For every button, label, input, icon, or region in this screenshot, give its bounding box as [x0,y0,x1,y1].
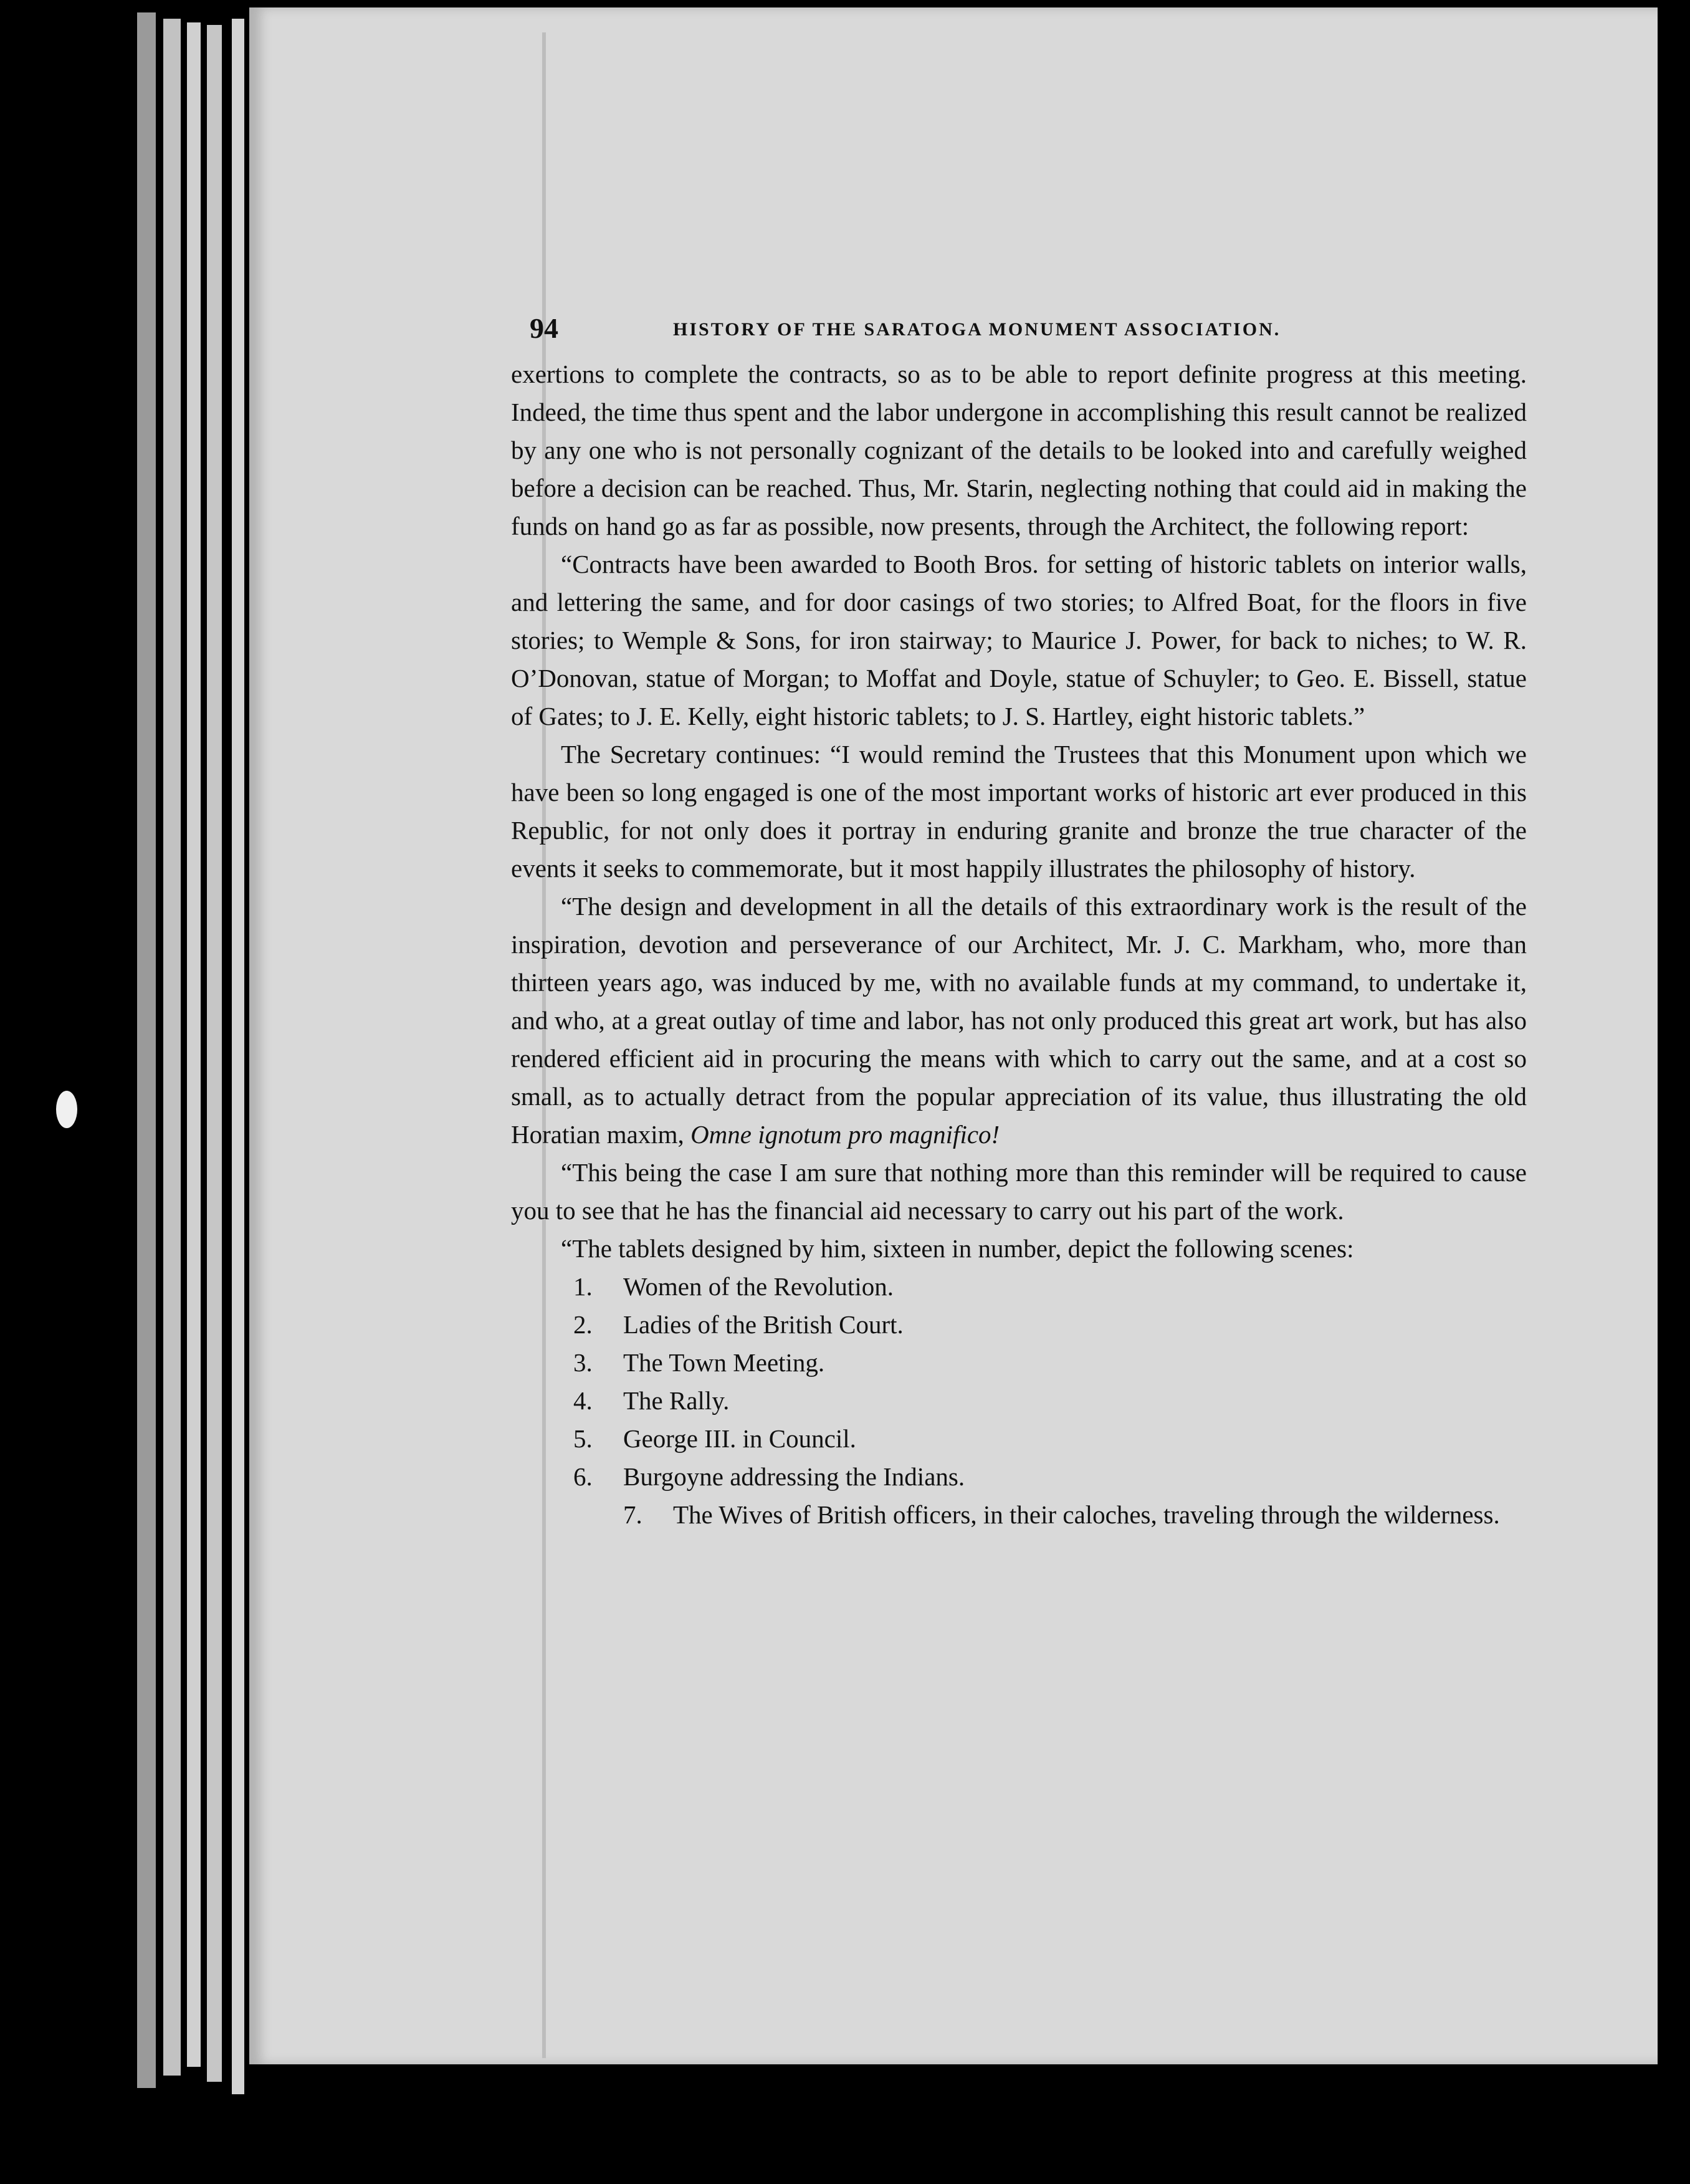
list-number: 4. [573,1386,593,1415]
list-number: 2. [573,1310,593,1339]
list-text: Women of the Revolution. [623,1272,894,1301]
list-number: 5. [573,1424,593,1453]
list-item [511,1306,1527,1344]
paragraph: “The tablets designed by him, sixteen in number, depict the following scenes: [561,1234,1354,1263]
page-content [511,312,1527,1534]
paragraph: “Contracts have been awarded to Booth Bros. for setting of historic tablets on interior walls, and lettering the same, and for door casings of two stories; to Alfred Boat, for the floors in five stories; to Wemple & Sons, for iron stairway; to Maurice J. Power, for back to niches; to W. R. O’Donovan, statue of Morgan; to Moffat and Doyle, statue of Schuyler; to Geo. E. Bissell, statue of Gates; to J. E. Kelly, eight historic tablets; to J. S. Hartley, eight historic tablets.” [511,550,1527,730]
page-edge [207,25,222,2082]
list-text: The Wives of British officers, in their caloches, traveling through the wilderness. [673,1500,1500,1529]
scene-list [511,1268,1527,1534]
list-item [511,1382,1527,1420]
list-text: George III. in Council. [623,1424,856,1453]
paragraph: The Secretary continues: “I would remind the Trustees that this Monument upon which we have been so long engaged is one of the most important works of historic art ever produced in this Republic, for not only does it portray in enduring granite and bronze the true character of the events it seeks to commemorate, but it most happily illustrates the philosophy of history. [511,740,1527,883]
list-text: The Town Meeting. [623,1348,825,1377]
paper-blemish [56,1091,77,1128]
running-title: HISTORY OF THE SARATOGA MONUMENT ASSOCIATION. [673,319,1281,340]
list-item [511,1268,1527,1306]
list-number: 1. [573,1272,593,1301]
body-text [511,355,1527,1534]
page-number: 94 [530,312,558,344]
paragraph: “This being the case I am sure that nothing more than this reminder will be required to cause you to see that he has the financial aid necessary to carry out his part of the work. [511,1158,1527,1225]
page-edge [232,19,244,2094]
list-item [511,1344,1527,1382]
list-item [511,1496,1527,1534]
page-edge [187,22,201,2067]
list-text: The Rally. [623,1386,730,1415]
page-edge [163,19,181,2076]
latin-maxim: Omne ignotum pro magnifico! [690,1120,1000,1149]
page-edge [137,12,156,2088]
paragraph: exertions to complete the contracts, so as to be able to report definite progress at this meeting. Indeed, the time thus spent and the labor undergone in accomplishing this result cannot be realized by any one who is not personally cognizant of the details to be looked into and carefully weighed before a decision can be reached. Thus, Mr. Starin, neglecting nothing that could aid in making the funds on hand go as far as possible, now presents, through the Architect, the following report: [511,360,1527,540]
list-text: Burgoyne addressing the Indians. [623,1462,965,1491]
list-number: 6. [573,1462,593,1491]
list-text: Ladies of the British Court. [623,1310,904,1339]
paragraph-text: “The design and development in all the details of this extraordinary work is the result of the inspiration, devotion and perseverance of our Architect, Mr. J. C. Markham, who, more than thirteen years ago, was induced by me, with no available funds at my command, to undertake it, and who, at a great outlay of time and labor, has not only produced this great art work, but has also rendered efficient aid in procuring the means with which to carry out the same, and at a cost so small, as to actually detract from the popular appreciation of its value, thus illustrating the old Horatian maxim, [511,892,1527,1149]
list-item [511,1420,1527,1458]
paragraph [511,888,1527,1154]
list-number: 7. [623,1500,642,1529]
list-number: 3. [573,1348,593,1377]
running-head [511,312,1527,355]
list-item [511,1458,1527,1496]
